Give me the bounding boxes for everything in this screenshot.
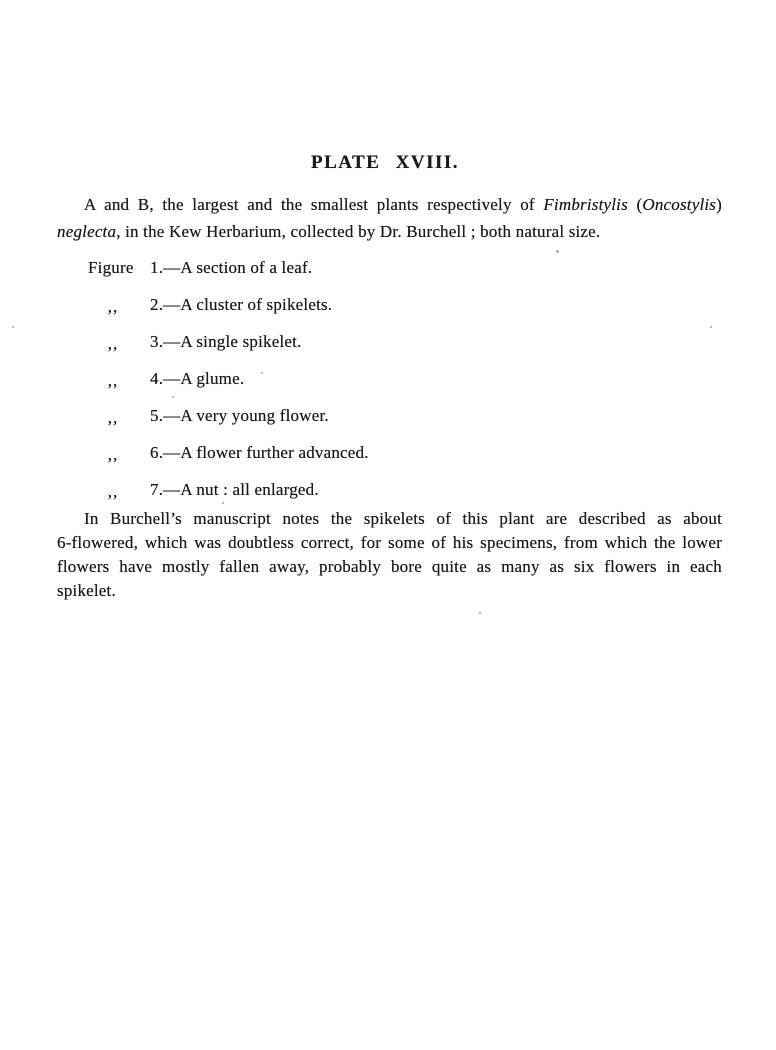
figure-list-item bbox=[88, 293, 648, 316]
ditto-mark: ,, bbox=[107, 297, 119, 316]
intro-line-1 bbox=[57, 191, 722, 218]
figure-list-item bbox=[88, 404, 648, 427]
figure-caption: 5.—A very young flower. bbox=[150, 406, 329, 425]
subgenus-name: Oncostylis bbox=[642, 195, 717, 214]
figure-caption: 4.—A glume. bbox=[150, 369, 245, 388]
ditto-mark: ,, bbox=[107, 371, 119, 390]
intro-text: , in the Kew Herbarium, collected by Dr. Burchell ; both natural size. bbox=[116, 222, 601, 241]
ditto-mark: ,, bbox=[107, 482, 119, 501]
figure-caption: 7.—A nut : all enlarged. bbox=[150, 480, 319, 499]
genus-name: Fimbristylis bbox=[543, 195, 628, 214]
figure-list-item bbox=[88, 367, 648, 390]
closing-line-3: flowers have mostly fallen away, probably bore quite as many as six flowers in each bbox=[57, 557, 722, 576]
species-name: neglecta bbox=[57, 222, 117, 241]
intro-paragraph bbox=[57, 191, 722, 245]
ditto-mark: ,, bbox=[107, 334, 119, 353]
figure-list-item bbox=[88, 330, 648, 353]
figure-list-item bbox=[88, 256, 648, 279]
scan-speck bbox=[261, 372, 263, 374]
closing-line-4: spikelet. bbox=[57, 581, 116, 600]
intro-text: A and B, the largest and the smallest plants respectively of bbox=[84, 195, 544, 214]
scan-speck bbox=[710, 326, 712, 328]
figure-list bbox=[88, 256, 648, 515]
intro-line-2 bbox=[57, 218, 722, 245]
closing-paragraph bbox=[57, 507, 722, 603]
figure-caption: 3.—A single spikelet. bbox=[150, 332, 302, 351]
figure-word: Figure bbox=[88, 258, 134, 277]
scan-speck bbox=[479, 612, 481, 614]
ditto-mark: ,, bbox=[107, 408, 119, 427]
figure-list-item bbox=[88, 478, 648, 501]
figure-caption: 1.—A section of a leaf. bbox=[150, 258, 313, 277]
ditto-mark: ,, bbox=[107, 445, 119, 464]
intro-text: ) bbox=[716, 195, 722, 214]
closing-line-2: 6-flowered, which was doubtless correct, for some of his specimens, from which the lower bbox=[57, 533, 722, 552]
scan-speck bbox=[12, 326, 14, 328]
figure-list-item bbox=[88, 441, 648, 464]
scan-speck bbox=[556, 250, 559, 253]
closing-line-1: In Burchell’s manuscript notes the spikelets of this plant are described as about bbox=[84, 509, 722, 528]
figure-caption: 6.—A flower further advanced. bbox=[150, 443, 369, 462]
plate-title: PLATE XVIII. bbox=[310, 152, 460, 173]
intro-text: ( bbox=[627, 195, 643, 214]
scan-speck bbox=[172, 396, 174, 398]
figure-caption: 2.—A cluster of spikelets. bbox=[150, 295, 333, 314]
scan-speck bbox=[222, 502, 224, 504]
